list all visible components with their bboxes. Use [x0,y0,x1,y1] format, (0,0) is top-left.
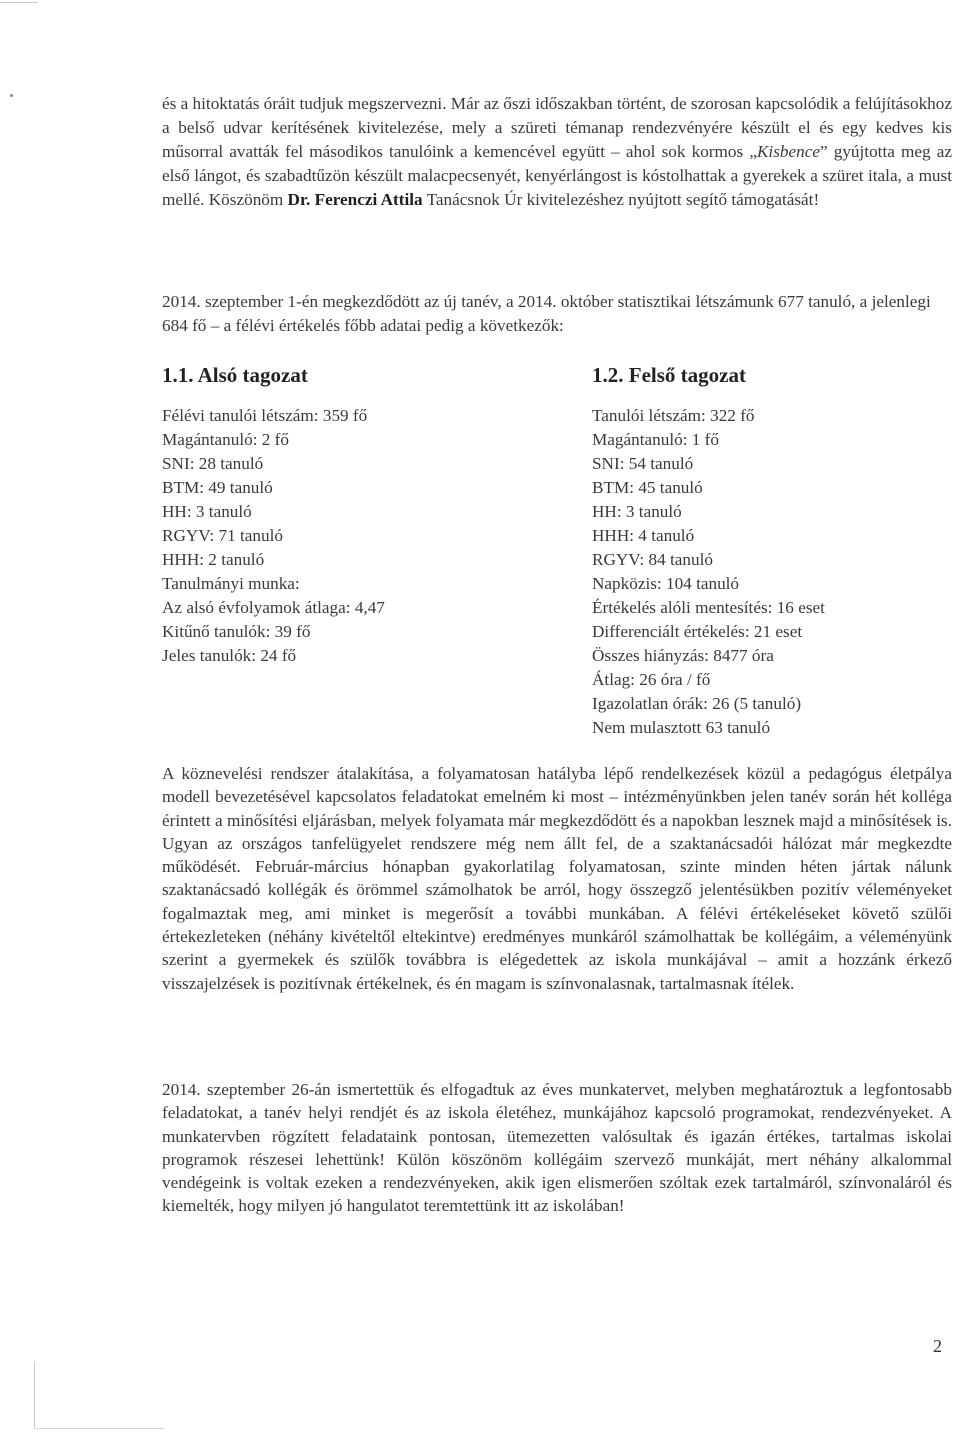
paragraph-enrollment: 2014. szeptember 1-én megkezdődött az új tanév, a 2014. október statisztikai létszámunk 677 tanuló, a jelenlegi 684 fő – a félévi értékelés főbb adatai pedig a következők: [162,292,931,335]
paragraph-work-plan: 2014. szeptember 26-án ismertettük és elfogadtuk az éves munkatervet, melyben meghatároztuk a legfontosabb feladatokat, a tanév helyi rendjét és az iskola életéhez, munkájához kapcsoló programokat, rendezvényeket. A munkatervben rögzített feladataink pontosan, ütemezetten valósultak és igazán értékes, tartalmas iskolai programok részesei lehettünk! Külön köszönöm kollégáim szervező munkáját, mert néhány alkalommal vendégeink is voltak ezeken a rendezvényeken, akik igen elismerően szóltak ezek tartalmáról, színvonaláról és kiemelték, hogy milyen jó hangulatot teremtettünk itt az iskolában! [162,1080,952,1216]
list-item: Magántanuló: 1 fő [592,430,719,449]
list-item: Értékelés alóli mentesítés: 16 eset [592,598,825,617]
section-lower-grades-heading: 1.1. Alsó tagozat [162,363,308,387]
list-item: Kitűnő tanulók: 39 fő [162,622,311,641]
paragraph-renovation-text-a: és a hitoktatás óráit tudjuk megszervezni. Már az őszi időszakban történt, de szorosan kapcsolódik a felújításokhoz a belső udvar kerítésének kivitelezése, mely a szüreti témanap rendezvényére készült el és egy kedves kis műsorral avatták fel másodikos tanulóink a kemencével együtt – ahol sok kormos „ [162,94,952,161]
paragraph-renovation-text-c: Tanácsnok Úr kivitelezéshez nyújtott segítő támogatását! [422,189,820,209]
section-upper-grades [592,362,952,740]
paragraph-public-education: A köznevelési rendszer átalakítása, a folyamatosan hatályba lépő rendelkezések közül a pedagógus életpálya modell bevezetésével kapcsolatos feladatokat emelném ki most – intézményünkben jelen tanév során hét kolléga érintett a minősítési eljárásban, melyek folyamata már megkezdődött és a napokban lesznek majd a minősítések is. Ugyan az országos tanfelügyelet rendszere még nem állt fel, de a szaktanácsadói hálózat már megkezdte működését. Február-március hónapban gyakorlatilag folyamatosan, szinte minden héten jártak nálunk szaktanácsadó kollégák és örömmel számolhatok be arról, hogy összegző jelentésükben pozitív véleményeket fogalmaztak meg, ami minket is megerősít a további munkában. A félévi értékeléseket követő szülői értekezleteken (néhány kivételtől eltekintve) eredményes munkáról számolhattak be kollégáim, a véleményünk szerint a gyermekek és szülők továbbra is elégedettek az iskola munkájával – amit a hozzánk érkező visszajelzések is pozitívnak értékelnek, és én magam is színvonalasnak, tartalmasnak ítélek. [162,764,952,993]
list-item: RGYV: 71 tanuló [162,526,283,545]
list-item: HHH: 2 tanuló [162,550,265,569]
list-item: Napközis: 104 tanuló [592,574,740,593]
paragraph-renovation-text-b: ” gyújtotta meg az első lángot, és szabadtűzön készült malacpecsenyét, kenyérlángost is kóstolhattak a gyerekek a szüret itala, a must mellé. Köszönöm [162,141,952,209]
list-item: Az alsó évfolyamok átlaga: 4,47 [162,598,385,617]
list-item: Tanulói létszám: 322 fő [592,406,755,425]
paragraph-renovation [162,92,952,212]
page-number: 2 [933,1336,942,1356]
paragraph-renovation-italic: Kisbence [756,141,820,161]
list-item: RGYV: 84 tanuló [592,550,713,569]
paragraph-renovation-bold-name: Dr. Ferenczi Attila [287,189,423,209]
list-item: Jeles tanulók: 24 fő [162,646,297,665]
list-item: HH: 3 tanuló [592,502,682,521]
list-item: Magántanuló: 2 fő [162,430,289,449]
scan-artifact-bottom-left [34,1362,35,1428]
section-lower-grades [162,362,562,668]
section-upper-grades-heading: 1.2. Felső tagozat [592,363,746,387]
list-item: Tanulmányi munka: [162,574,300,593]
list-item: HHH: 4 tanuló [592,526,695,545]
scan-artifact-dot [10,94,13,97]
list-item: Nem mulasztott 63 tanuló [592,718,771,737]
list-item: Igazolatlan órák: 26 (5 tanuló) [592,694,802,713]
scan-artifact-top-left [0,2,38,3]
list-item: Összes hiányzás: 8477 óra [592,646,774,665]
list-item: Differenciált értékelés: 21 eset [592,622,803,641]
section-upper-grades-list [592,404,952,740]
list-item: BTM: 49 tanuló [162,478,273,497]
list-item: BTM: 45 tanuló [592,478,703,497]
list-item: HH: 3 tanuló [162,502,252,521]
list-item: Félévi tanulói létszám: 359 fő [162,406,368,425]
scan-artifact-bottom-edge [34,1428,164,1429]
section-lower-grades-list [162,404,562,668]
list-item: SNI: 28 tanuló [162,454,264,473]
list-item: SNI: 54 tanuló [592,454,694,473]
list-item: Átlag: 26 óra / fő [592,670,711,689]
